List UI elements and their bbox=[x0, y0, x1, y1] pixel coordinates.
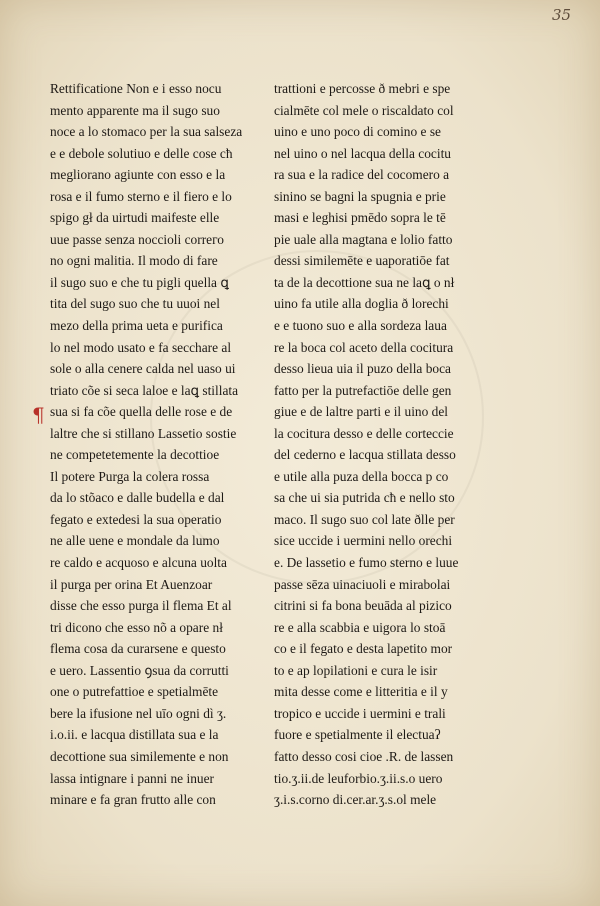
text-line: Il potere Purga la colera rossa bbox=[50, 468, 210, 484]
text-line: e utile alla puza della bocca p co bbox=[274, 468, 449, 484]
text-line: il sugo suo e che tu pigli quella ꝗ bbox=[50, 274, 229, 290]
text-line: laltre che si stillano Lassetio sostie bbox=[50, 425, 237, 441]
text-line: nel uino o nel lacqua della cocitu bbox=[274, 145, 451, 161]
text-line: trattioni e percosse ð mebri e spe bbox=[274, 81, 451, 96]
text-line: no ogni malitia. Il modo di fare bbox=[50, 253, 218, 269]
text-line: Rettificatione Non e i esso nocu bbox=[50, 81, 222, 96]
red-paragraph-mark-icon: ¶ bbox=[32, 403, 45, 427]
text-line: tropico e uccide i uermini e trali bbox=[274, 705, 446, 721]
text-line: disse che esso purga il flema Et al bbox=[50, 598, 232, 614]
text-line: triato cõe si seca laloe e laꝗ stillata bbox=[50, 382, 239, 398]
text-line: spigo gł da uirtudi maifeste elle bbox=[50, 210, 220, 226]
text-line: fegato e extedesi la sua operatio bbox=[50, 511, 222, 527]
text-line: sua si fa cõe quella delle rose e de bbox=[50, 404, 233, 420]
text-line: maco. Il sugo suo col late ðlle per bbox=[274, 511, 455, 527]
text-line: bere la ifusione nel uīo ogni dì ʒ. bbox=[50, 705, 227, 721]
text-line: desso lieua uia il puzo della boca bbox=[274, 361, 451, 377]
text-line: minare e fa gran frutto alle con bbox=[50, 792, 216, 808]
text-line: to e ap lopilationi e cura le isir bbox=[274, 662, 438, 678]
text-line: uino e uno poco di comino e se bbox=[274, 124, 441, 140]
text-line: e e debole solutiuo e delle cose cħ bbox=[50, 145, 233, 161]
text-line: decottione sua similemente e non bbox=[50, 748, 229, 764]
text-line: re caldo e acquoso e alcuna uolta bbox=[50, 555, 227, 571]
right-text-column bbox=[274, 78, 542, 811]
text-line: re la boca col aceto della cocitura bbox=[274, 339, 454, 355]
text-line: e uero. Lassentio ꝯsua da corrutti bbox=[50, 662, 229, 678]
text-line: sa che ui sia putrida cħ e nello sto bbox=[274, 490, 455, 506]
text-line: il purga per orina Et Auenzoar bbox=[50, 576, 213, 592]
text-line: la cocitura desso e delle corteccie bbox=[274, 425, 454, 441]
text-line: e e tuono suo e alla sordeza lauа bbox=[274, 318, 447, 334]
text-line: ta de la decottione sua ne laꝗ o nł bbox=[274, 274, 455, 290]
text-line: dessi similemēte e uaporatiōe fat bbox=[274, 253, 450, 269]
left-text-column bbox=[50, 78, 266, 811]
text-line: passe sēza uinaciuoli e mirabolai bbox=[274, 576, 451, 592]
text-line: fatto desso cosi cioe .R. de lassen bbox=[274, 748, 454, 764]
text-line: megliorano agiunte con esso e la bbox=[50, 167, 226, 183]
text-line: rosa e il fumo sterno e il fiero e lo bbox=[50, 188, 232, 204]
text-line: fatto per la putrefactiōe delle gen bbox=[274, 382, 452, 398]
text-line: da lo stõaco e dalle budella e dal bbox=[50, 490, 225, 506]
text-line: ra sua e la radice del cocomero a bbox=[274, 167, 450, 183]
text-line: sice uccide i uermini nello orechi bbox=[274, 533, 453, 549]
text-line: one o putrefattioe e spetialmēte bbox=[50, 684, 219, 700]
text-line: del cederno e lacqua stillata desso bbox=[274, 447, 456, 463]
text-line: tri dicono che esso nõ a opare nł bbox=[50, 619, 223, 635]
text-line: ne competetemente la decottioe bbox=[50, 447, 220, 463]
text-line: cialmēte col mele o riscaldato col bbox=[274, 102, 454, 118]
text-line: e. De lassetio e fumo sterno e luue bbox=[274, 555, 459, 571]
text-line: tita del sugo suo che tu uuoi nel bbox=[50, 296, 220, 312]
text-line: citrini si fa bona beuāda al pizico bbox=[274, 598, 452, 614]
text-line: tio.ʒ.ii.de leuforbio.ʒ.ii.s.o uero bbox=[274, 770, 443, 786]
text-line: mezo della prima ueta e purifica bbox=[50, 318, 223, 334]
text-line: mento apparente ma il sugo suo bbox=[50, 102, 220, 118]
text-line: re e alla scabbia e uigora lo stoā bbox=[274, 619, 446, 635]
text-line: uino fa utile alla doglia ð lorechi bbox=[274, 296, 449, 312]
text-line: lo nel modo usato e fa secchare al bbox=[50, 339, 232, 355]
text-line: sole o alla cenere calda nel uaso ui bbox=[50, 361, 236, 377]
text-line: lassa intignare i panni ne inuer bbox=[50, 770, 214, 786]
text-line: uue passe senza noccioli correго bbox=[50, 231, 224, 247]
text-line: giue e de laltre parti e il uino del bbox=[274, 404, 449, 420]
folio-number: 35 bbox=[552, 6, 572, 24]
text-line: flema cosa da curarsene e questo bbox=[50, 641, 226, 657]
text-line: ʒ.i.s.corno di.cer.ar.ʒ.s.ol mele bbox=[274, 792, 437, 808]
text-line: i.o.ii. e lacqua distillata sua e la bbox=[50, 727, 219, 743]
text-line: co e il fegato e desta lapetito mor bbox=[274, 641, 453, 657]
text-line: mita desse come e litteritia e il y bbox=[274, 684, 448, 700]
text-line: fuore e spetialmente il electuaʔ bbox=[274, 727, 441, 743]
text-line: ne alle uene e mondale da lumo bbox=[50, 533, 220, 549]
text-line: pie uale alla magtana e lolio fatto bbox=[274, 231, 453, 247]
text-line: masi e leghisi pmēdo sopra le tē bbox=[274, 210, 446, 226]
text-line: noce a lo stomaco per la sua salseza bbox=[50, 124, 243, 140]
text-line: sinino se bagni la spugnia e prie bbox=[274, 188, 446, 204]
